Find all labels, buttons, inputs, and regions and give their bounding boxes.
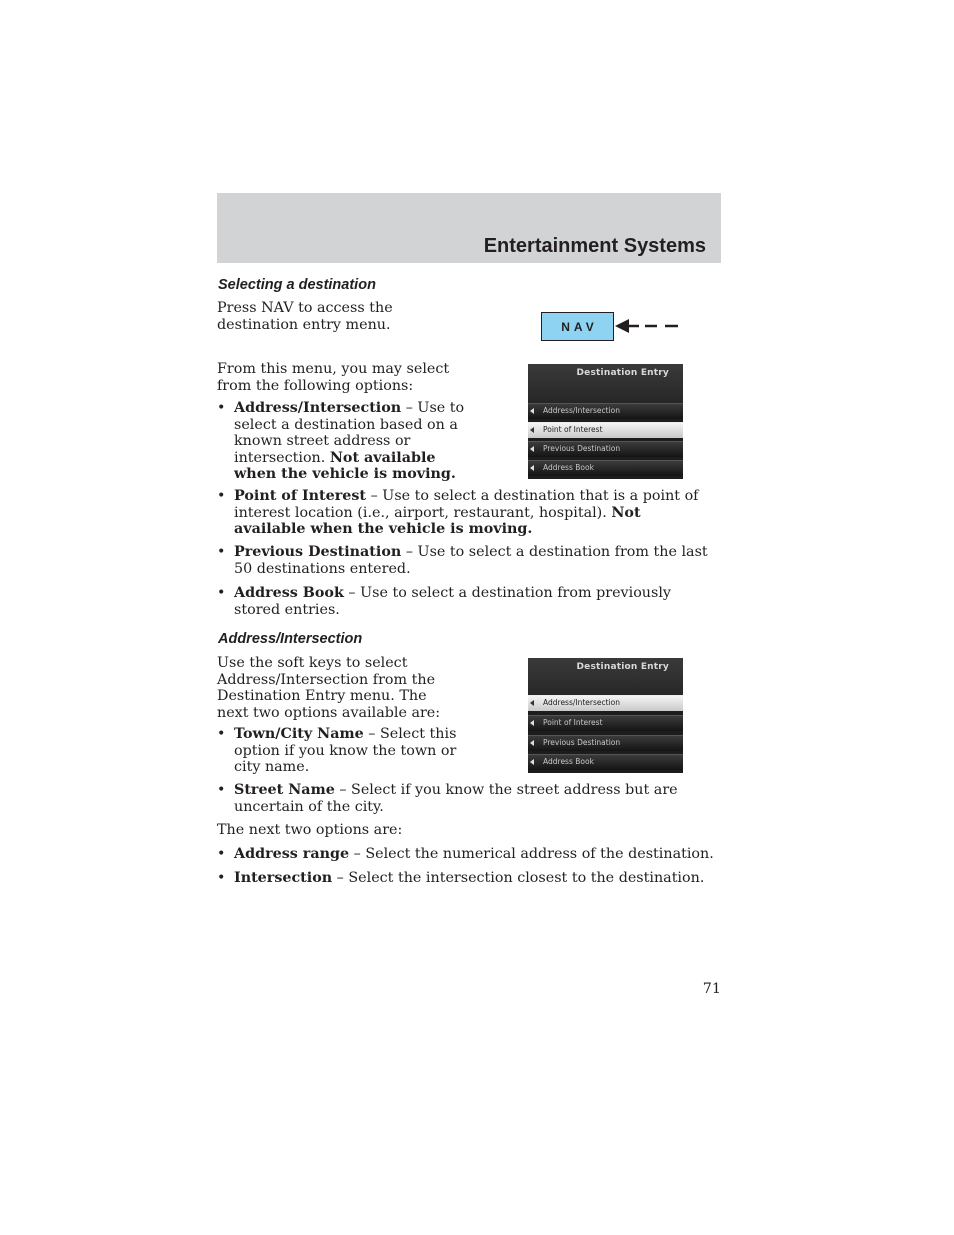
left-triangle-icon [530,427,534,433]
screen-row-selected [528,695,683,711]
screen-row-label: Address Book [543,757,594,766]
left-triangle-icon [530,408,534,414]
bullet-text: – Select the numerical address of the destination. [349,846,714,862]
page-header-title: Entertainment Systems [483,235,706,257]
screen-row-label: Point of Interest [543,718,603,727]
screen-row-label: Previous Destination [543,738,621,747]
left-triangle-icon [530,465,534,471]
bullet-text: – Select the intersection closest to the destination. [332,870,705,886]
bullet-text: – Use to select a destination that is a point of interest location (i.e., airport, restaurant, hospital). [234,488,699,521]
bullet-text: – Use to select a destination based on a known street address or intersection. [234,400,465,466]
page-number: 71 [702,981,721,997]
bullet-icon: • [217,726,226,742]
screen-row [528,441,683,457]
bullet-text: – Use to select a destination from previously stored entries. [234,585,671,618]
screen-row-selected [528,422,683,438]
next-options-text: The next two options are: [217,822,403,838]
screen-row [528,735,683,751]
bullet-icon: • [217,488,226,504]
screen-row-label: Address/Intersection [543,698,621,707]
left-triangle-icon [530,720,534,726]
left-triangle-icon [530,759,534,765]
bullet-term: Address/Intersection [234,400,402,416]
screen-title: Destination Entry [576,662,669,672]
bullet-icon: • [217,870,226,886]
list-item [217,400,469,483]
options-intro-text: From this menu, you may select from the following options: [217,361,450,394]
nav-illustration [541,312,686,344]
bullet-term: Address Book [234,585,344,601]
bullet-icon: • [217,782,226,798]
screen-title: Destination Entry [576,368,669,378]
screen-row [528,403,683,419]
list-item [217,846,714,863]
bullet-icon: • [217,585,226,601]
destination-entry-screen-2 [528,658,683,773]
header-band [217,193,721,263]
left-triangle-icon [530,700,534,706]
list-item [217,488,704,538]
bullet-text: – Select this option if you know the town or city name. [234,726,457,775]
bullet-text: – Select if you know the street address but are uncertain of the city. [234,782,678,815]
bullet-term: Town/City Name [234,726,364,742]
nav-button: NAV [541,312,614,341]
bullet-term: Intersection [234,870,333,886]
bullet-text: – Use to select a destination from the last 50 destinations entered. [234,544,708,577]
bullet-icon: • [217,400,226,416]
address-intro-text: Use the soft keys to select Address/Intersection from the Destination Entry menu. The next two options available are: [217,655,441,721]
destination-entry-screen-1 [528,364,683,479]
screen-row-label: Previous Destination [543,444,621,453]
list-item [217,726,464,776]
bullet-icon: • [217,846,226,862]
section-heading-address-intersection: Address/Intersection [218,631,363,647]
nav-intro-text: Press NAV to access the destination entry menu. [217,300,393,333]
bullet-term: Point of Interest [234,488,367,504]
bullet-icon: • [217,544,226,560]
left-triangle-icon [530,740,534,746]
bullet-note: Not available when the vehicle is moving. [234,449,456,482]
screen-row-label: Point of Interest [543,425,603,434]
list-item [217,544,714,577]
screen-row [528,715,683,731]
list-item [217,585,714,618]
bullet-note: Not available when the vehicle is moving. [234,504,641,537]
bullet-term: Address range [234,846,350,862]
screen-row-label: Address/Intersection [543,406,621,415]
section-heading-selecting-destination: Selecting a destination [218,277,376,293]
list-item [217,870,714,887]
screen-row [528,460,683,476]
bullet-term: Previous Destination [234,544,402,560]
screen-row-label: Address Book [543,463,594,472]
list-item [217,782,714,815]
screen-row [528,754,683,770]
bullet-term: Street Name [234,782,335,798]
left-triangle-icon [530,446,534,452]
pointer-arrow-icon [615,316,685,336]
